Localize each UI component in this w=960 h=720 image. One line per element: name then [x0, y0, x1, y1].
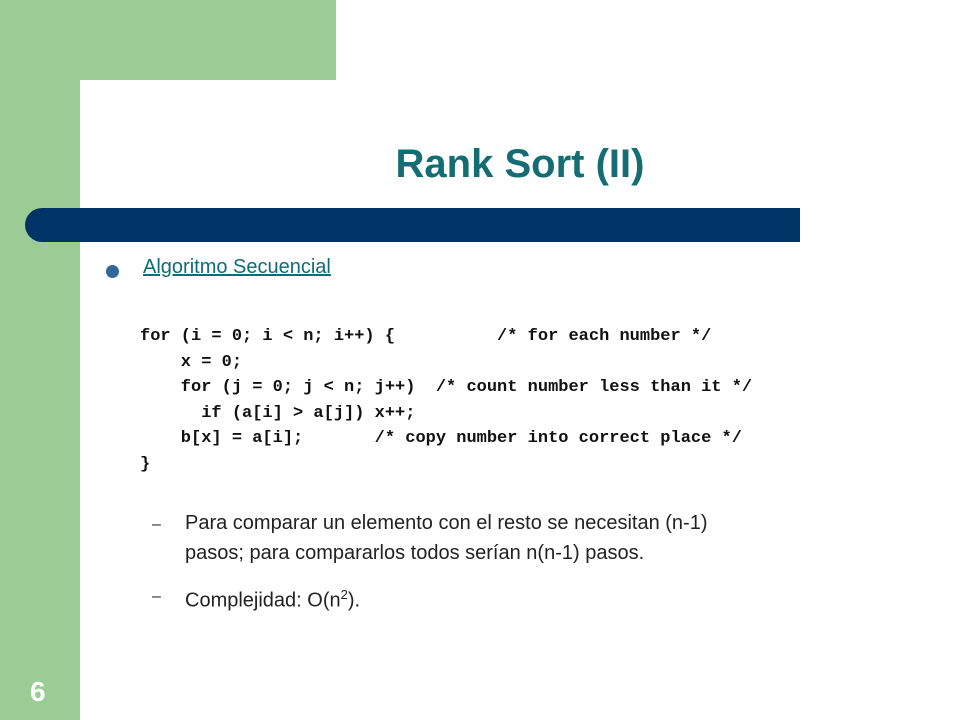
page-number: 6 — [30, 676, 46, 707]
sub-bullet-complexity — [185, 580, 905, 616]
complexity-suffix: ). — [347, 589, 361, 612]
dash-icon: – — [152, 588, 161, 605]
content-corner — [80, 80, 140, 140]
dash-icon: – — [152, 516, 161, 533]
sub-bullet-comparison — [185, 508, 905, 568]
top-green-band — [0, 0, 336, 80]
bullet-link-algoritmo[interactable]: Algoritmo Secuencial — [143, 256, 331, 278]
sub-bullet-line: Para comparar un elemento con el resto se necesitan (n-1) — [185, 512, 708, 534]
code-block: for (i = 0; i < n; i++) { /* for each number */ x = 0; for (j = 0; j < n; j++) /* count number less than it */ if (a[i] > a[j]) x++; b[x] = a[i]; /* copy number into correct place */ } — [140, 327, 753, 474]
slide-title: Rank Sort (II) — [395, 142, 645, 186]
complexity-exponent: 2 — [340, 587, 348, 602]
title-underline-bar — [25, 208, 800, 242]
left-green-band — [0, 0, 80, 720]
bullet-dot-icon — [106, 265, 119, 278]
complexity-prefix: Complejidad: O(n — [185, 589, 341, 612]
sub-bullet-line: pasos; para compararlos todos serían n(n-1) pasos. — [185, 542, 645, 564]
